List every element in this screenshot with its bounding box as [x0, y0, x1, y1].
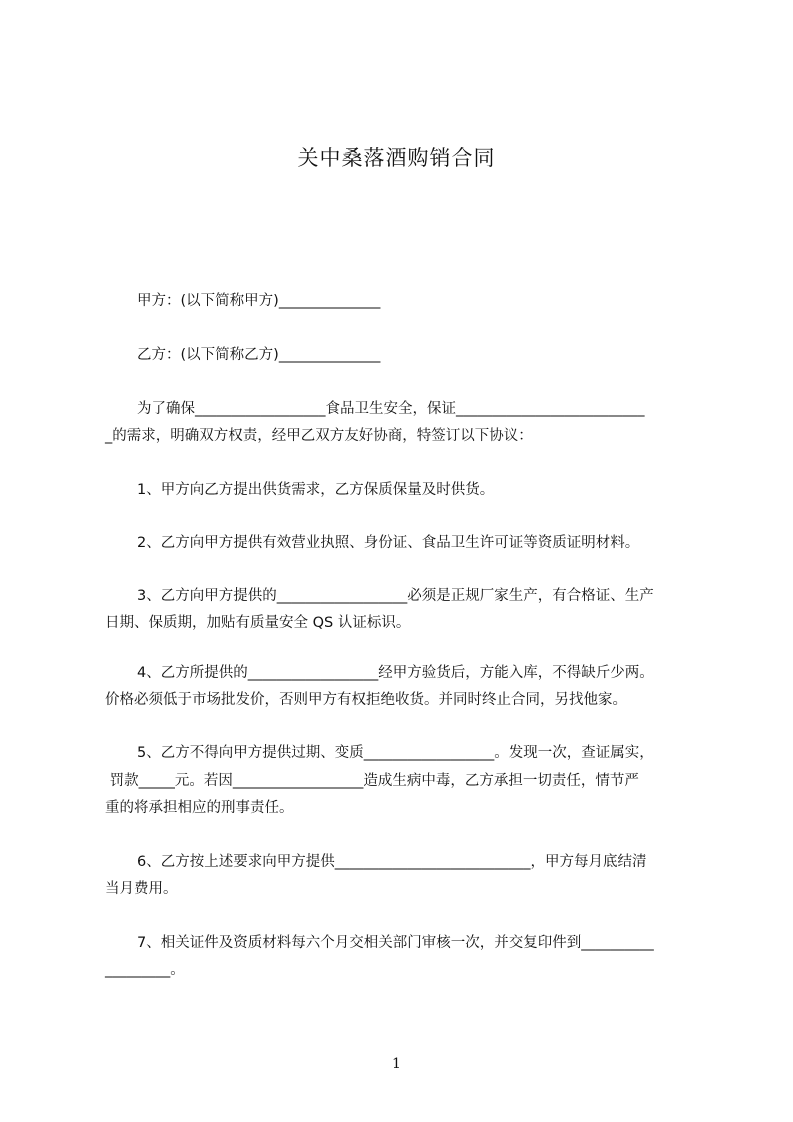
clause-2: 2、乙方向甲方提供有效营业执照、身份证、食品卫生许可证等资质证明材料。 — [137, 535, 640, 551]
clause-4-line-2: 价格必须低于市场批发价，否则甲方有权拒绝收货。并同时终止合同，另找他家。 — [105, 692, 627, 708]
party-b-line: 乙方：(以下简称乙方)______________ — [137, 347, 381, 363]
intro-line-2: _的需求，明确双方权责，经甲乙双方友好协商，特签订以下协议： — [105, 428, 533, 444]
party-a-line: 甲方：(以下简称甲方)______________ — [137, 293, 381, 309]
clause-1: 1、甲方向乙方提出供货需求，乙方保质保量及时供货。 — [137, 482, 495, 498]
clause-7-line-1: 7、相关证件及资质材料每六个月交相关部门审核一次，并交复印件到__________ — [137, 935, 654, 951]
clause-7-line-2: _________。 — [105, 962, 185, 978]
clause-5-line-1: 5、乙方不得向甲方提供过期、变质__________________。发现一次，查证属实， — [137, 745, 654, 761]
clause-5-line-2: 罚款_____元。若因__________________造成生病中毒，乙方承担一切责任，情节严 — [105, 773, 639, 789]
clause-6-line-1: 6、乙方按上述要求向甲方提供___________________________，甲方每月底结清 — [137, 854, 647, 870]
clause-6-line-2: 当月费用。 — [105, 881, 178, 897]
clause-5-line-3: 重的将承担相应的刑事责任。 — [105, 800, 294, 816]
clause-3-line-1: 3、乙方向甲方提供的__________________必须是正规厂家生产，有合格证、生产 — [137, 588, 654, 604]
document-title: 关中桑落酒购销合同 — [297, 146, 496, 170]
clause-4-line-1: 4、乙方所提供的__________________经甲方验货后，方能入库，不得缺斤少两。 — [137, 665, 654, 681]
page-number: 1 — [392, 1056, 401, 1072]
intro-line-1: 为了确保__________________食品卫生安全，保证__________________________ — [137, 401, 645, 417]
clause-3-line-2: 日期、保质期，加贴有质量安全 QS 认证标识。 — [105, 615, 411, 631]
